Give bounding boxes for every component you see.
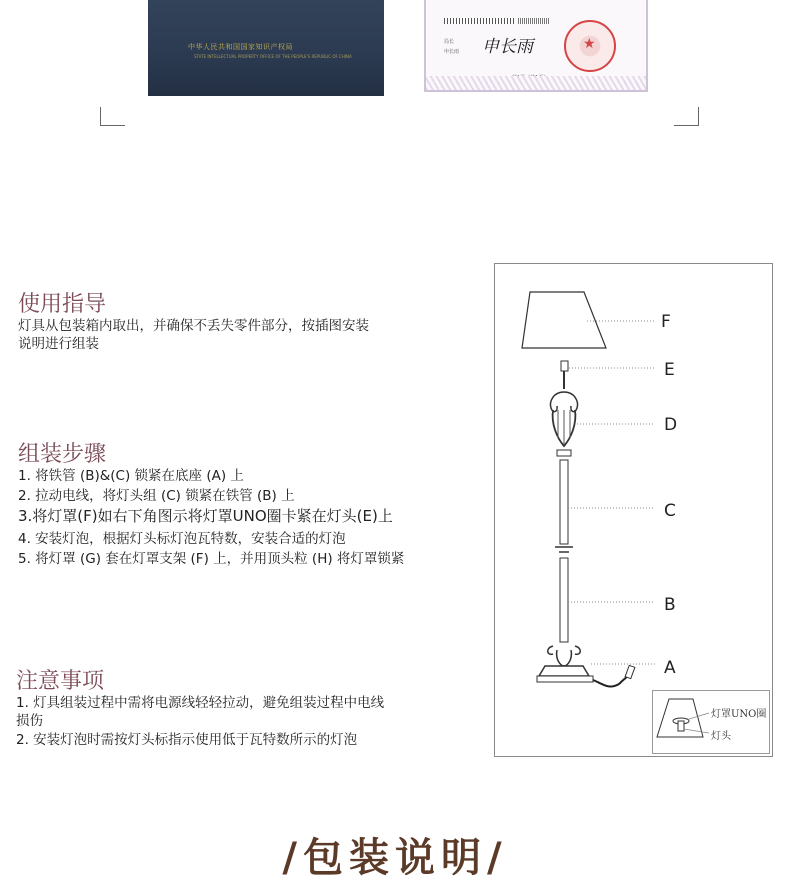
usage-text-line: 灯具从包装箱内取出，并确保不丢失零件部分，按插图安装 — [18, 318, 369, 334]
power-cord — [593, 672, 631, 687]
assembly-step: 1. 将铁管 (B)&(C) 锁紧在底座 (A) 上 — [18, 468, 244, 484]
certificate-field-label: 申长雨 — [444, 49, 460, 55]
notes-text-line: 1. 灯具组装过程中需将电源线轻轻拉动，避免组装过程中电线 — [16, 695, 385, 711]
assembly-step: 4. 安装灯泡，根据灯头标灯泡瓦特数，安装合适的灯泡 — [18, 531, 346, 547]
part-label-e: E — [664, 360, 675, 380]
book-cover-title: 中华人民共和国国家知识产权局 — [188, 43, 293, 51]
barcode-icon — [518, 18, 550, 24]
frame-corner-left — [100, 107, 125, 126]
lamp-assembly-diagram — [494, 263, 773, 757]
notes-title: 注意事项 — [16, 669, 105, 694]
official-seal-icon: ★ — [564, 20, 616, 72]
frame-corner-right — [674, 107, 699, 126]
certificate-book-cover — [148, 0, 384, 96]
lamp-shade — [522, 292, 606, 348]
assembly-step: 2. 拉动电线，将灯头组 (C) 锁紧在铁管 (B) 上 — [18, 488, 295, 504]
floor-lamp-illustration — [495, 264, 772, 756]
pipe-c — [560, 460, 568, 544]
shade-ring-illustration — [653, 691, 769, 753]
pipe-b — [560, 558, 568, 642]
lamp-socket — [561, 361, 568, 371]
lamp-base — [539, 666, 589, 676]
part-label-d: D — [664, 415, 678, 435]
assembly-step: 5. 将灯罩 (G) 套在灯罩支架 (F) 上，并用顶头粒 (H) 将灯罩锁紧 — [18, 551, 405, 567]
shade-ring-inset — [652, 690, 770, 754]
signature: 申长雨 — [482, 37, 533, 57]
lyre-ornament — [551, 392, 578, 412]
usage-text-line: 说明进行组装 — [18, 336, 99, 352]
assembly-step: 3.将灯罩(F)如右下角图示将灯罩UNO圈卡紧在灯头(E)上 — [18, 507, 393, 525]
usage-title: 使用指导 — [18, 292, 107, 317]
assembly-title: 组装步骤 — [18, 442, 107, 467]
part-label-c: C — [664, 501, 676, 521]
barcode-icon — [444, 18, 514, 24]
part-label-b: B — [664, 595, 676, 615]
part-label-f: F — [661, 312, 671, 332]
certificate-field-label: 局长 — [444, 39, 455, 45]
notes-text-line: 损伤 — [16, 713, 43, 729]
book-cover-subtitle: STATE INTELLECTUAL PROPERTY OFFICE OF THE PEOPLE'S REPUBLIC OF CHINA — [194, 54, 352, 59]
part-label-a: A — [664, 658, 676, 678]
notes-text-line: 2. 安装灯泡时需按灯头标指示使用低于瓦特数所示的灯泡 — [16, 732, 358, 748]
inset-label-ring: 灯罩UNO圈 — [711, 709, 767, 720]
certificate-document — [424, 0, 648, 92]
certificate-border-pattern — [426, 76, 646, 90]
inset-label-socket: 灯头 — [711, 731, 731, 742]
cropped-next-section — [170, 884, 650, 891]
packaging-title: /包装说明/ — [282, 835, 508, 881]
